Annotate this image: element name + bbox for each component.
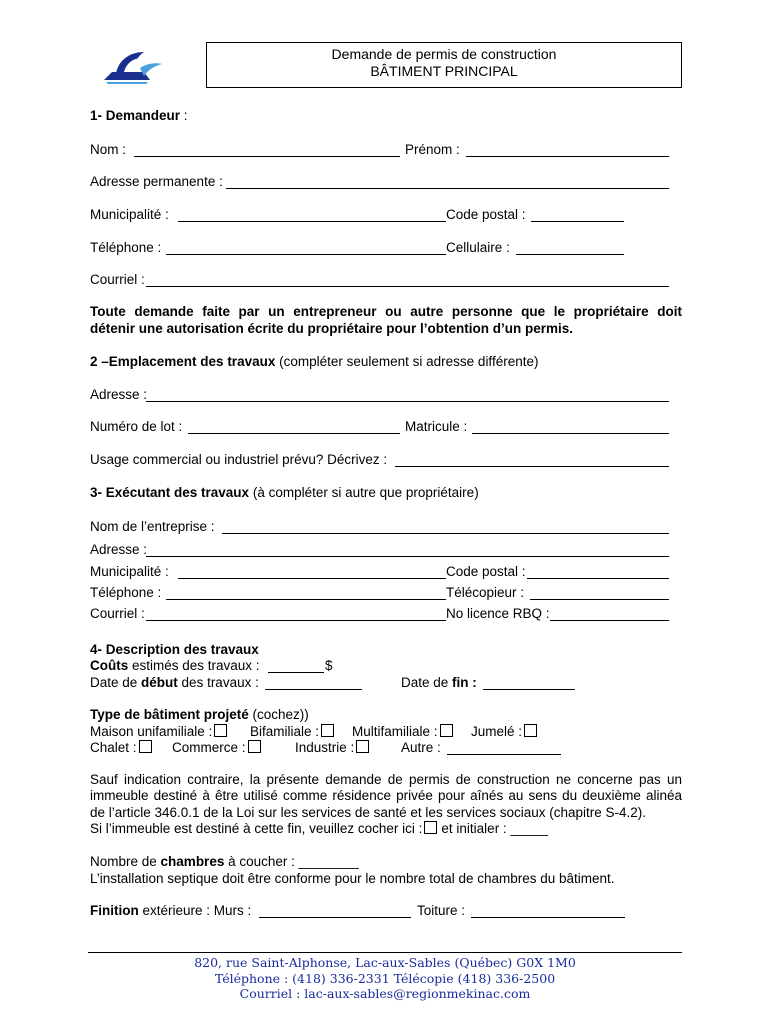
footer-address: 820, rue Saint-Alphonse, Lac-aux-Sables (Québec) G0X 1M0 bbox=[194, 955, 576, 970]
licence-field[interactable] bbox=[550, 620, 669, 621]
s3-courriel-field[interactable] bbox=[146, 620, 446, 621]
s3-adresse-field[interactable] bbox=[146, 556, 669, 557]
prenom-label: Prénom : bbox=[405, 142, 460, 157]
s3-municipalite-label: Municipalité : bbox=[90, 564, 169, 579]
aines-line-4: Si l’immeuble est destiné à cette fin, veuillez cocher ici : et initialer : _____ bbox=[90, 821, 548, 836]
type-heading: Type de bâtiment projeté (cochez)) bbox=[90, 707, 309, 722]
commerce-checkbox[interactable] bbox=[248, 740, 261, 753]
aines-line-2: immeuble destiné à être utilisé comme résidence privée pour aînés au sens du deuxième alinéa bbox=[90, 788, 682, 803]
lot-label: Numéro de lot : bbox=[90, 419, 183, 434]
form-title: Demande de permis de construction bbox=[331, 46, 557, 62]
chambres-row: Nombre de chambres à coucher : ________ bbox=[90, 854, 359, 869]
entreprise-field[interactable] bbox=[222, 533, 669, 534]
chambres-field[interactable]: ________ bbox=[298, 854, 359, 869]
nom-field[interactable] bbox=[134, 156, 400, 157]
type-jumele: Jumelé : bbox=[471, 724, 537, 739]
form-title-box bbox=[206, 42, 682, 88]
code-postal-label: Code postal : bbox=[446, 207, 526, 222]
form-subtitle: BÂTIMENT PRINCIPAL bbox=[370, 63, 518, 79]
adresse-label: Adresse permanente : bbox=[90, 174, 223, 189]
section-3-heading: 3- Exécutant des travaux (à compléter si autre que propriétaire) bbox=[90, 485, 479, 500]
s3-telephone-field[interactable] bbox=[166, 599, 446, 600]
debut-field[interactable] bbox=[265, 689, 362, 690]
usage-field[interactable] bbox=[395, 466, 669, 467]
couts-row: Coûts estimés des travaux : bbox=[90, 658, 260, 673]
s3-courriel-label: Courriel : bbox=[90, 606, 145, 621]
aines-line-3: de l’article 346.0.1 de la Loi sur les services de santé et les services sociaux (chapitre S-4.2). bbox=[90, 805, 647, 820]
fin-field[interactable] bbox=[483, 689, 575, 690]
type-industrie: Industrie : bbox=[295, 740, 369, 755]
fin-label: Date de fin : bbox=[401, 675, 477, 690]
cellulaire-field[interactable] bbox=[516, 254, 624, 255]
type-multifamiliale: Multifamiliale : bbox=[352, 724, 453, 739]
couts-field[interactable] bbox=[268, 672, 324, 673]
couts-unit: $ bbox=[325, 658, 333, 673]
lot-field[interactable] bbox=[188, 433, 400, 434]
toiture-field[interactable] bbox=[471, 917, 625, 918]
usage-label: Usage commercial ou industriel prévu? Décrivez : bbox=[90, 452, 388, 467]
finition-row: Finition extérieure : Murs : bbox=[90, 903, 252, 918]
courriel-field[interactable] bbox=[146, 286, 669, 287]
type-chalet: Chalet : bbox=[90, 740, 152, 755]
municipalite-field[interactable] bbox=[178, 221, 446, 222]
entreprise-label: Nom de l’entreprise : bbox=[90, 519, 215, 534]
section-1-heading: 1- Demandeur : bbox=[90, 108, 188, 123]
multifamiliale-checkbox[interactable] bbox=[440, 724, 453, 737]
bifamiliale-checkbox[interactable] bbox=[321, 724, 334, 737]
s3-adresse-label: Adresse : bbox=[90, 542, 148, 557]
nom-label: Nom : bbox=[90, 142, 127, 157]
s2-adresse-label: Adresse : bbox=[90, 387, 148, 402]
licence-label: No licence RBQ : bbox=[446, 606, 550, 621]
murs-field[interactable] bbox=[259, 917, 411, 918]
section-4-heading: 4- Description des travaux bbox=[90, 642, 259, 657]
prenom-field[interactable] bbox=[466, 156, 669, 157]
telecopieur-label: Télécopieur : bbox=[446, 585, 525, 600]
chalet-checkbox[interactable] bbox=[139, 740, 152, 753]
telecopieur-field[interactable] bbox=[530, 599, 669, 600]
s3-code-postal-field[interactable] bbox=[527, 578, 669, 579]
code-postal-field[interactable] bbox=[531, 221, 624, 222]
industrie-checkbox[interactable] bbox=[356, 740, 369, 753]
footer-divider bbox=[88, 952, 682, 953]
courriel-label: Courriel : bbox=[90, 272, 145, 287]
jumele-checkbox[interactable] bbox=[524, 724, 537, 737]
type-row-1: Maison unifamiliale : bbox=[90, 724, 227, 739]
footer-email[interactable]: Courriel : lac-aux-sables@regionmekinac.com bbox=[239, 986, 531, 1001]
notice-line-2: détenir une autorisation écrite du propriétaire pour l’obtention d’un permis. bbox=[90, 321, 574, 336]
aines-checkbox[interactable] bbox=[424, 821, 437, 834]
municipalite-label: Municipalité : bbox=[90, 207, 169, 222]
adresse-field[interactable] bbox=[226, 188, 669, 189]
notice-line-1: Toute demande faite par un entrepreneur ou autre personne que le propriétaire doit bbox=[90, 304, 682, 319]
matricule-field[interactable] bbox=[472, 433, 669, 434]
debut-label: Date de début des travaux : bbox=[90, 675, 259, 690]
type-bifamiliale: Bifamiliale : bbox=[250, 724, 334, 739]
s3-telephone-label: Téléphone : bbox=[90, 585, 162, 600]
s3-code-postal-label: Code postal : bbox=[446, 564, 526, 579]
type-autre: Autre : bbox=[401, 740, 441, 755]
matricule-label: Matricule : bbox=[405, 419, 468, 434]
septique-note: L’installation septique doit être conforme pour le nombre total de chambres du bâtiment. bbox=[90, 871, 615, 886]
cellulaire-label: Cellulaire : bbox=[446, 240, 510, 255]
section-2-heading: 2 –Emplacement des travaux (compléter seulement si adresse différente) bbox=[90, 354, 539, 369]
initial-field[interactable]: _____ bbox=[510, 821, 548, 836]
s3-municipalite-field[interactable] bbox=[178, 578, 446, 579]
telephone-label: Téléphone : bbox=[90, 240, 162, 255]
type-commerce: Commerce : bbox=[172, 740, 261, 755]
footer-phone: Téléphone : (418) 336-2331 Télécopie (418) 336-2500 bbox=[214, 971, 556, 986]
toiture-label: Toiture : bbox=[417, 903, 466, 918]
maison-checkbox[interactable] bbox=[214, 724, 227, 737]
aines-line-1: Sauf indication contraire, la présente demande de permis de construction ne concerne pas un bbox=[90, 772, 682, 787]
autre-field[interactable] bbox=[447, 754, 561, 755]
municipality-logo bbox=[100, 46, 164, 86]
telephone-field[interactable] bbox=[166, 254, 446, 255]
s2-adresse-field[interactable] bbox=[146, 401, 669, 402]
